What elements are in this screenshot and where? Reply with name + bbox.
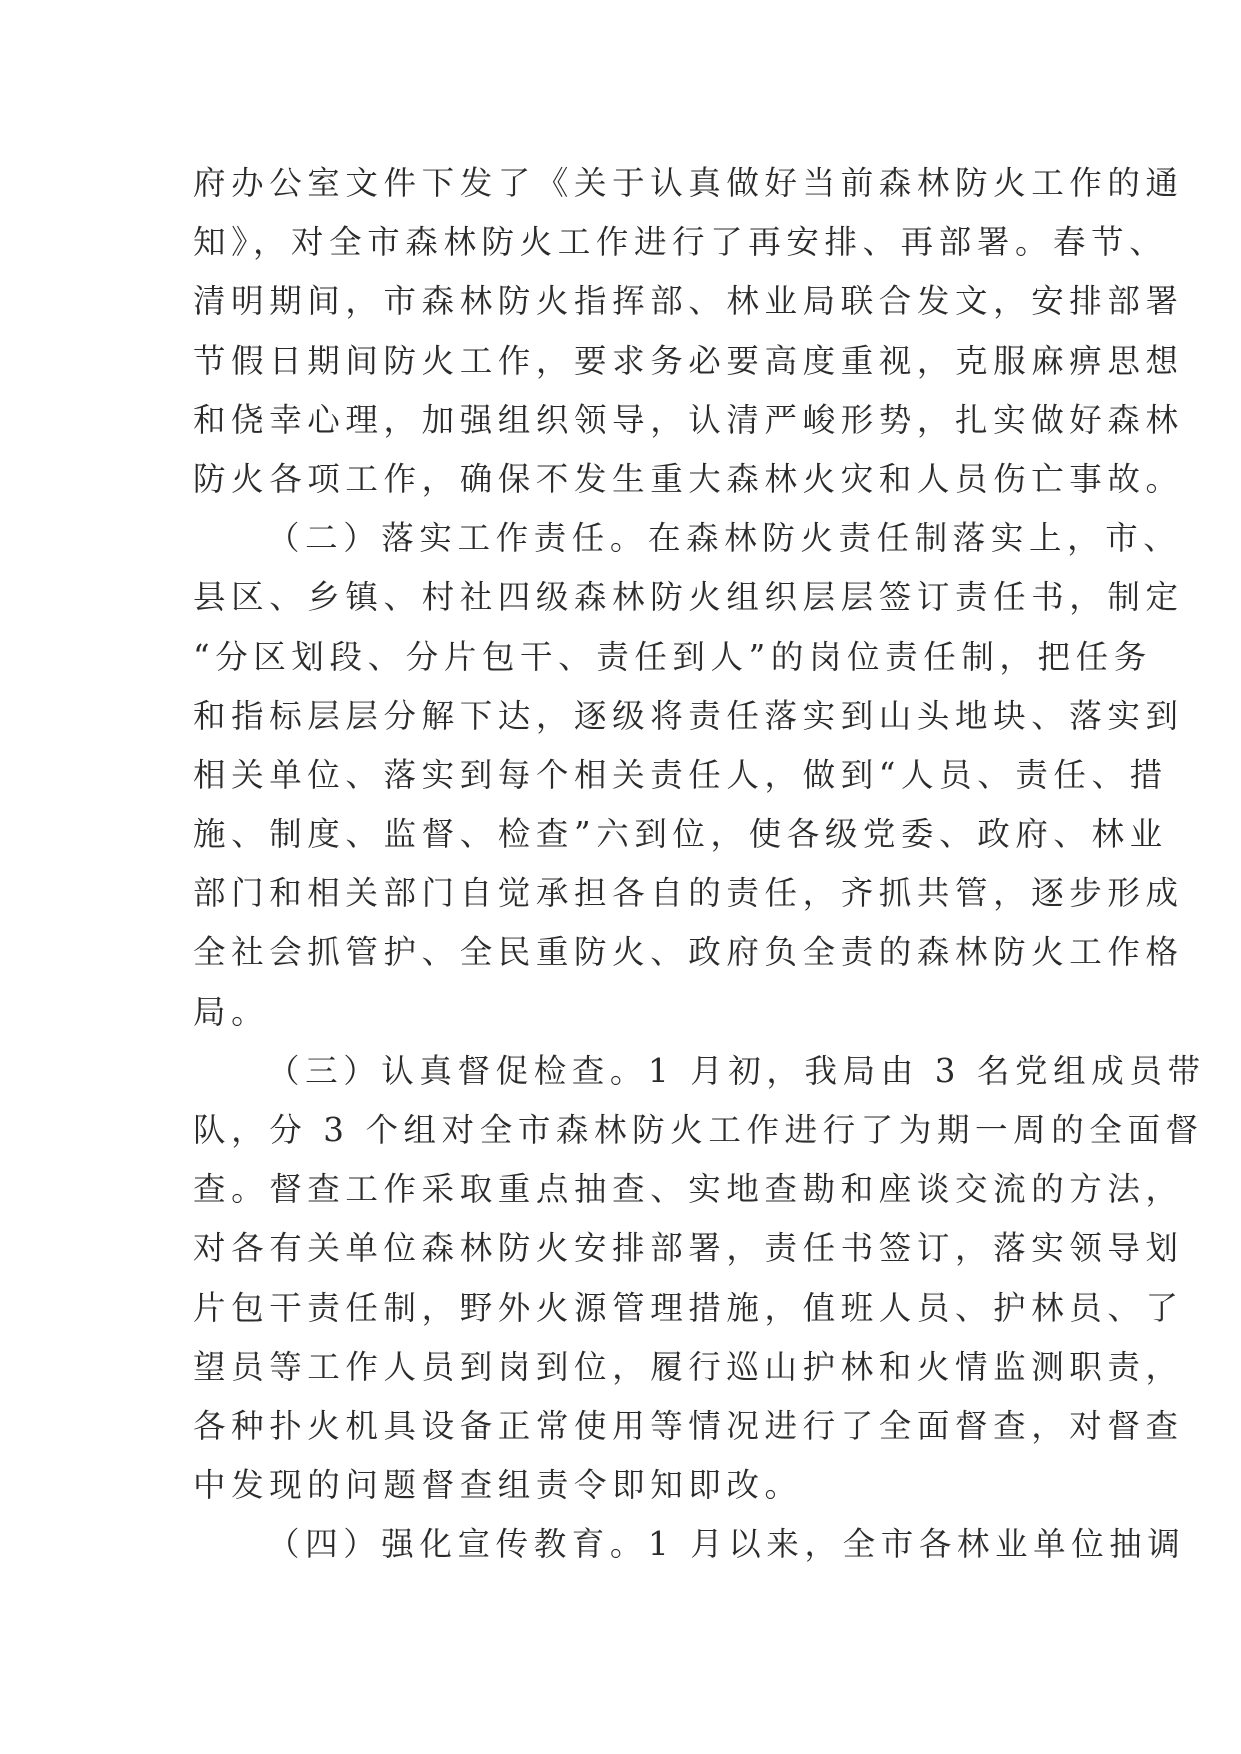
text-line: （二）落实工作责任。在森林防火责任制落实上，市、	[267, 519, 1182, 558]
text-line: 对各有关单位森林防火安排部署，责任书签订，落实领导划	[193, 1229, 1184, 1268]
text-line: 和指标层层分解下达，逐级将责任落实到山头地块、落实到	[193, 696, 1184, 735]
text-line: 望员等工作人员到岗到位，履行巡山护林和火情监测职责，	[193, 1347, 1184, 1386]
text-line: 相关单位、落实到每个相关责任人，做到“人员、责任、措	[193, 755, 1168, 794]
text-line: 全社会抓管护、全民重防火、政府负全责的森林防火工作格	[193, 933, 1184, 972]
text-line: （三）认真督促检查。1 月初，我局由 3 名党组成员带	[267, 1051, 1206, 1090]
paragraph-3	[193, 1042, 1206, 1516]
text-line: 中发现的问题督查组责令即知即改。	[193, 1466, 803, 1505]
text-line: 节假日期间防火工作，要求务必要高度重视，克服麻痹思想	[193, 341, 1184, 380]
text-line: 查。督查工作采取重点抽查、实地查勘和座谈交流的方法，	[193, 1170, 1184, 1209]
text-line: 局。	[193, 992, 270, 1031]
paragraph-1	[193, 154, 1184, 509]
text-line: 清明期间，市森林防火指挥部、林业局联合发文，安排部署	[193, 282, 1184, 321]
text-line: 部门和相关部门自觉承担各自的责任，齐抓共管，逐步形成	[193, 874, 1184, 913]
text-line: 县区、乡镇、村社四级森林防火组织层层签订责任书，制定	[193, 578, 1184, 617]
text-line: 队，分 3 个组对全市森林防火工作进行了为期一周的全面督	[193, 1111, 1204, 1149]
text-line: 各种扑火机具设备正常使用等情况进行了全面督查，对督查	[193, 1406, 1184, 1445]
text-line: “分区划段、分片包干、责任到人”的岗位责任制，把任务	[193, 637, 1152, 676]
text-line: 防火各项工作，确保不发生重大森林火灾和人员伤亡事故。	[193, 459, 1184, 498]
paragraph-4	[193, 1515, 1186, 1574]
text-line: 片包干责任制，野外火源管理措施，值班人员、护林员、了	[193, 1288, 1184, 1327]
paragraph-2	[193, 509, 1184, 1042]
text-line: 施、制度、监督、检查”六到位，使各级党委、政府、林业	[193, 815, 1168, 854]
text-line: 和侥幸心理，加强组织领导，认清严峻形势，扎实做好森林	[193, 400, 1184, 439]
text-line: （四）强化宣传教育。1 月以来，全市各林业单位抽调	[267, 1525, 1186, 1564]
text-line: 知》，对全市森林防火工作进行了再安排、再部署。春节、	[193, 223, 1168, 262]
text-line: 府办公室文件下发了《关于认真做好当前森林防火工作的通	[193, 164, 1184, 202]
document-body	[193, 154, 1206, 1575]
